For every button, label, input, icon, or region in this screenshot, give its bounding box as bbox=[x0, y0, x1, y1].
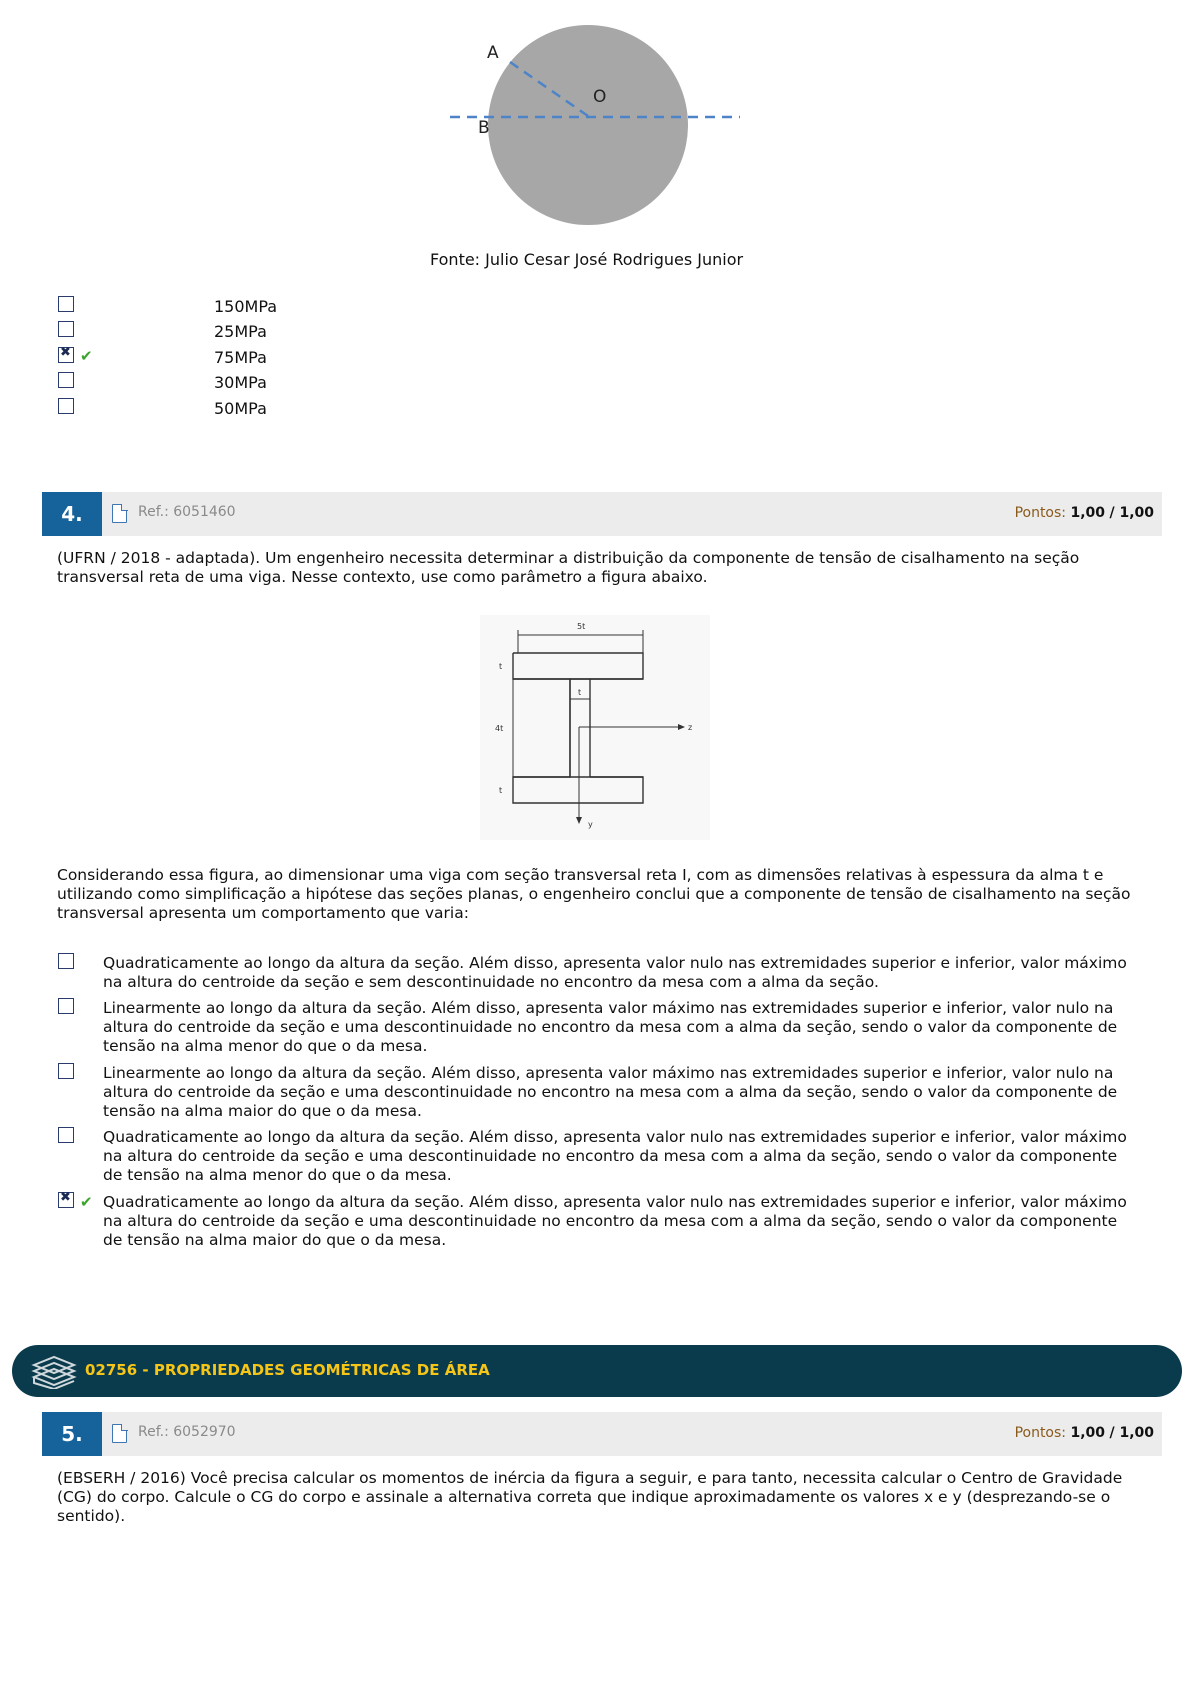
figure-ibeam bbox=[480, 615, 710, 840]
label-o: O bbox=[593, 87, 607, 107]
pontos-label: Pontos: bbox=[1014, 505, 1067, 521]
option-value: 30MPa bbox=[214, 373, 267, 392]
pontos-label: Pontos: bbox=[1014, 1425, 1067, 1441]
dim-t-web: t bbox=[578, 688, 582, 697]
dim-4t: 4t bbox=[495, 724, 504, 733]
correct-check-icon: ✔ bbox=[80, 347, 93, 365]
dim-t-top: t bbox=[499, 662, 503, 671]
option-checkbox[interactable] bbox=[58, 372, 74, 388]
question-stem: (UFRN / 2018 - adaptada). Um engenheiro necessita determinar a distribuição da componente de tensão de cisalhamento na seção transversal reta de uma viga. Nesse contexto, use como parâmetro a figura abaixo. bbox=[57, 549, 1080, 586]
axis-z: z bbox=[688, 723, 693, 732]
section-title: 02756 - PROPRIEDADES GEOMÉTRICAS DE ÁREA bbox=[85, 1361, 490, 1379]
score-max: / 1,00 bbox=[1109, 505, 1154, 521]
question-header-5 bbox=[42, 1412, 1162, 1456]
label-b: B bbox=[478, 118, 490, 138]
option-checkbox-checked[interactable] bbox=[58, 347, 74, 363]
figure-caption: Fonte: Julio Cesar José Rodrigues Junior bbox=[430, 250, 744, 269]
dim-t-bottom: t bbox=[499, 786, 503, 795]
score-max: / 1,00 bbox=[1109, 1425, 1154, 1441]
question-ref: Ref.: 6051460 bbox=[138, 504, 236, 520]
option-checkbox[interactable] bbox=[58, 1063, 74, 1079]
option-checkbox[interactable] bbox=[58, 321, 74, 337]
question-number: 5. bbox=[42, 1412, 102, 1456]
option-checkbox[interactable] bbox=[58, 1127, 74, 1143]
option-checkbox[interactable] bbox=[58, 296, 74, 312]
option-text: Linearmente ao longo da altura da seção. Além disso, apresenta valor máximo nas extremidades superior e inferior, valor nulo na altura do centroide da seção e uma descontinuidade no encontro da mesa com a alma da seção, sendo o valor da componente de tensão na alma menor do que o da mesa. bbox=[103, 999, 1118, 1055]
books-icon bbox=[30, 1355, 78, 1389]
circle-section bbox=[488, 25, 688, 225]
figure-circle bbox=[440, 20, 750, 240]
question-number: 4. bbox=[42, 492, 102, 536]
option-value: 150MPa bbox=[214, 297, 278, 316]
axis-y: y bbox=[588, 820, 593, 829]
option-text: Quadraticamente ao longo da altura da seção. Além disso, apresenta valor nulo nas extremidades superior e inferior, valor máximo na altura do centroide da seção e sem descontinuidade no encontro da mesa com a alma da seção. bbox=[103, 954, 1127, 991]
document-icon[interactable] bbox=[112, 504, 127, 523]
option-checkbox[interactable] bbox=[58, 953, 74, 969]
option-value: 25MPa bbox=[214, 322, 267, 341]
question-body: Considerando essa figura, ao dimensionar uma viga com seção transversal reta I, com as dimensões relativas à espessura da alma t e utilizando como simplificação a hipótese das seções planas, o engenheiro conclui que a componente de tensão de cisalhamento na seção transversal apresenta um comportamento que varia: bbox=[57, 866, 1131, 922]
question-header-4 bbox=[42, 492, 1162, 536]
document-icon[interactable] bbox=[112, 1424, 127, 1443]
question-score bbox=[1015, 1425, 1154, 1441]
option-checkbox[interactable] bbox=[58, 998, 74, 1014]
section-header bbox=[12, 1345, 1182, 1397]
correct-check-icon: ✔ bbox=[80, 1193, 93, 1211]
score-value: 1,00 bbox=[1070, 505, 1106, 521]
option-value: 75MPa bbox=[214, 348, 267, 367]
option-checkbox-checked[interactable] bbox=[58, 1192, 74, 1208]
option-text: Quadraticamente ao longo da altura da seção. Além disso, apresenta valor nulo nas extremidades superior e inferior, valor máximo na altura do centroide da seção e uma descontinuidade no encontro da mesa com a alma da seção, sendo o valor da componente de tensão na alma maior do que o da mesa. bbox=[103, 1193, 1127, 1249]
label-a: A bbox=[487, 43, 499, 63]
option-text: Quadraticamente ao longo da altura da seção. Além disso, apresenta valor nulo nas extremidades superior e inferior, valor máximo na altura do centroide da seção e uma descontinuidade no encontro da mesa com a alma da seção, sendo o valor da componente de tensão na alma menor do que o da mesa. bbox=[103, 1128, 1127, 1184]
option-value: 50MPa bbox=[214, 399, 267, 418]
score-value: 1,00 bbox=[1070, 1425, 1106, 1441]
option-text: Linearmente ao longo da altura da seção. Além disso, apresenta valor máximo nas extremidades superior e inferior, valor nulo na altura do centroide da seção e uma descontinuidade no encontro na mesa com a alma da seção, sendo o valor da componente de tensão na alma maior do que o da mesa. bbox=[103, 1064, 1118, 1120]
question-score bbox=[1015, 505, 1154, 521]
dim-5t: 5t bbox=[577, 622, 586, 631]
question-stem: (EBSERH / 2016) Você precisa calcular os momentos de inércia da figura a seguir, e para tanto, necessita calcular o Centro de Gravidade (CG) do corpo. Calcule o CG do corpo e assinale a alternativa correta que indique aproximadamente os valores x e y (desprezando-se o sentido). bbox=[57, 1469, 1123, 1525]
option-checkbox[interactable] bbox=[58, 398, 74, 414]
question-ref: Ref.: 6052970 bbox=[138, 1424, 236, 1440]
